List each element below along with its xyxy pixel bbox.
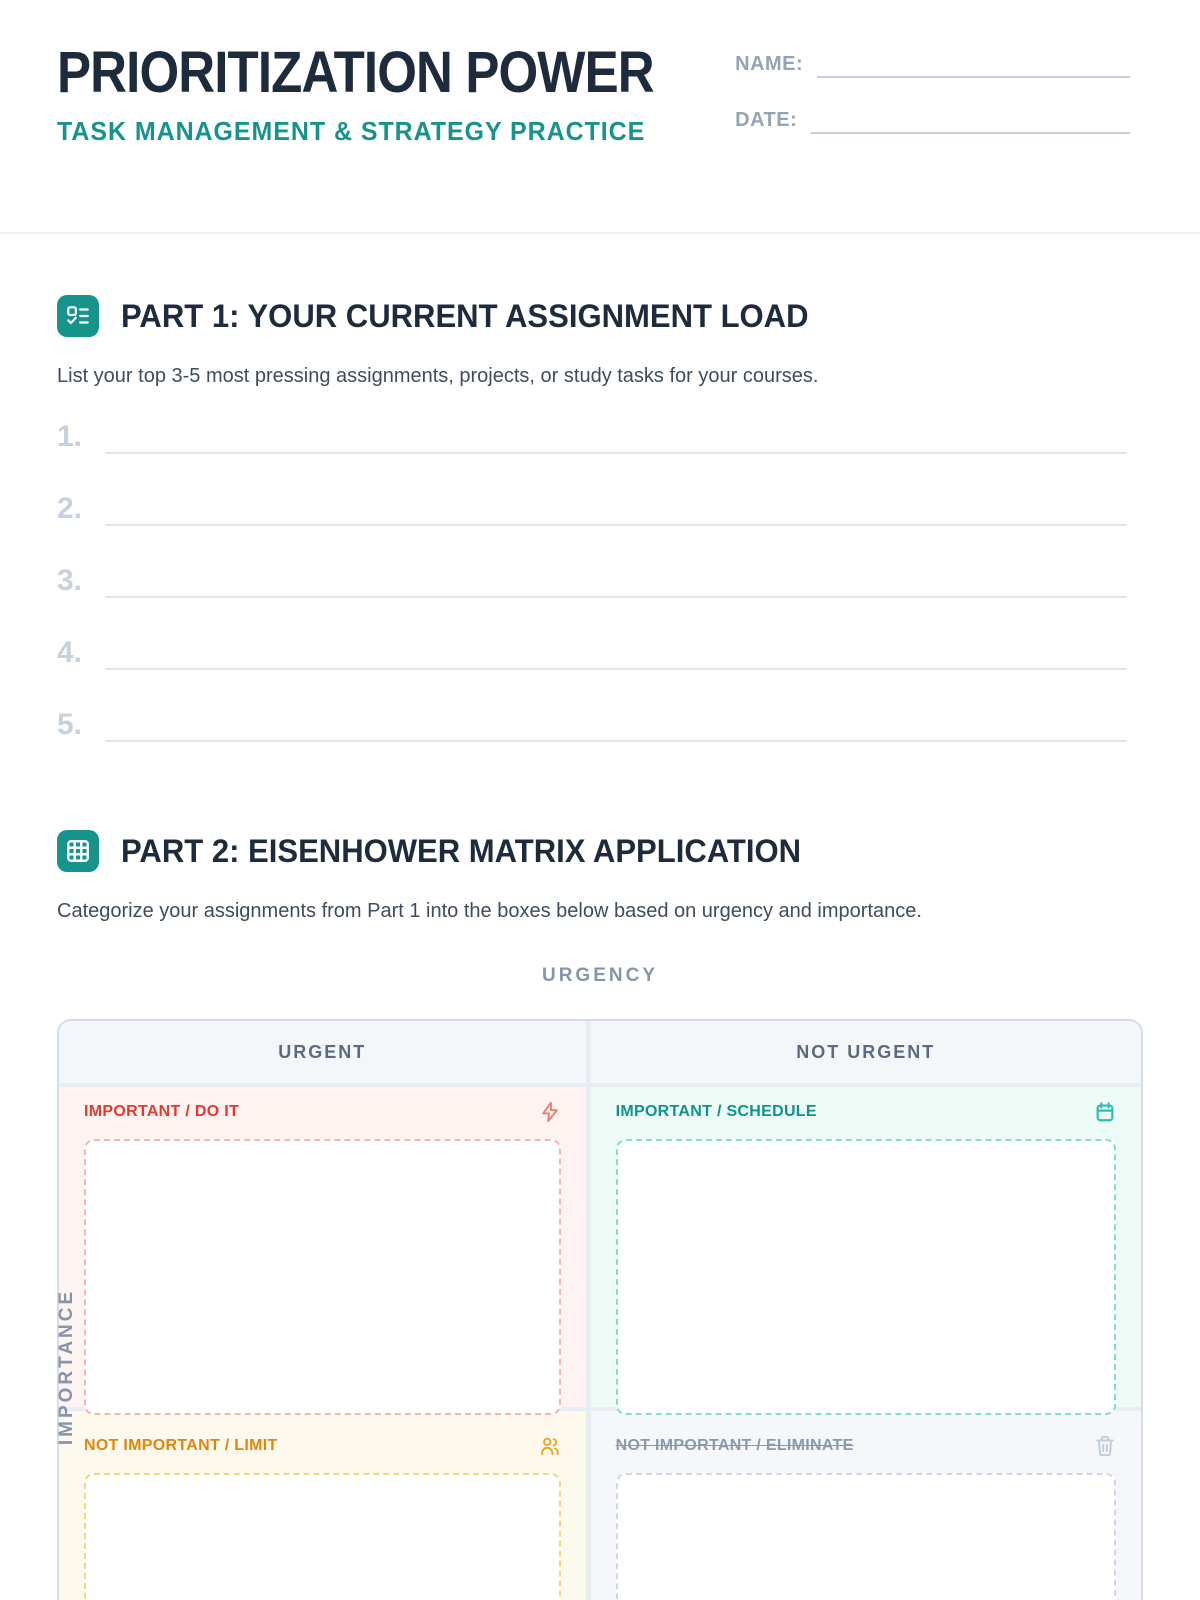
- task-number: 2.: [57, 492, 83, 525]
- quadrant-schedule: [591, 1087, 1141, 1407]
- task-input-line[interactable]: [105, 708, 1127, 742]
- task-input-line[interactable]: [105, 420, 1127, 454]
- task-input-line[interactable]: [105, 492, 1127, 526]
- quadrant-head: [84, 1101, 561, 1123]
- column-header-urgent: URGENT: [59, 1021, 586, 1083]
- task-item: [57, 636, 1127, 708]
- part2-title: PART 2: EISENHOWER MATRIX APPLICATION: [121, 832, 802, 869]
- date-label: DATE:: [735, 109, 798, 131]
- task-item: [57, 420, 1127, 492]
- task-input-line[interactable]: [105, 564, 1127, 598]
- trash-icon: [1094, 1435, 1116, 1457]
- name-label: NAME:: [735, 53, 804, 75]
- zap-icon: [539, 1101, 561, 1123]
- quadrant-label: NOT IMPORTANT / LIMIT: [84, 1437, 278, 1454]
- quadrant-label: IMPORTANT / SCHEDULE: [615, 1103, 817, 1120]
- quadrant-head: [616, 1435, 1116, 1457]
- quadrant-writein-area[interactable]: [84, 1139, 561, 1415]
- users-icon: [539, 1435, 561, 1457]
- part1-description: List your top 3-5 most pressing assignments, projects, or study tasks for your courses.: [57, 365, 819, 387]
- part2-header: [57, 830, 1143, 872]
- task-number: 3.: [57, 564, 83, 597]
- name-row: [735, 52, 1130, 78]
- task-number: 4.: [57, 636, 83, 669]
- calendar-icon: [1094, 1101, 1116, 1123]
- part2-description: Categorize your assignments from Part 1 into the boxes below based on urgency and importance.: [57, 900, 922, 922]
- quadrant-eliminate: [591, 1411, 1141, 1600]
- urgency-axis-label: URGENCY: [541, 965, 658, 986]
- task-number: 5.: [57, 708, 83, 741]
- eisenhower-matrix: [57, 1019, 1143, 1600]
- name-date-block: [735, 44, 1130, 232]
- page-subtitle: TASK MANAGEMENT & STRATEGY PRACTICE: [57, 116, 646, 146]
- quadrant-writein-area[interactable]: [616, 1473, 1116, 1600]
- task-item: [57, 492, 1127, 564]
- grid-icon: [57, 830, 99, 872]
- task-item: [57, 708, 1127, 780]
- quadrant-head: [84, 1435, 561, 1457]
- quadrant-writein-area[interactable]: [84, 1473, 561, 1600]
- page-title: PRIORITIZATION POWER: [57, 40, 654, 105]
- part1-title: PART 1: YOUR CURRENT ASSIGNMENT LOAD: [121, 297, 809, 334]
- date-input-line[interactable]: [811, 108, 1130, 134]
- task-list: [57, 420, 1143, 780]
- date-row: [735, 108, 1130, 134]
- column-header-not-urgent: NOT URGENT: [591, 1021, 1141, 1083]
- checklist-icon: [57, 295, 99, 337]
- name-input-line[interactable]: [817, 52, 1130, 78]
- quadrant-label: NOT IMPORTANT / ELIMINATE: [615, 1437, 854, 1454]
- title-block: [57, 40, 735, 232]
- quadrant-writein-area[interactable]: [616, 1139, 1116, 1415]
- quadrant-label: IMPORTANT / DO IT: [84, 1103, 240, 1120]
- content: [0, 295, 1200, 1600]
- quadrant-limit: [59, 1411, 586, 1600]
- quadrant-do-it: [59, 1087, 586, 1407]
- importance-axis-label: IMPORTANCE: [56, 1288, 77, 1446]
- page-header: [0, 0, 1200, 234]
- quadrant-head: [616, 1101, 1116, 1123]
- task-input-line[interactable]: [105, 636, 1127, 670]
- part1-header: [57, 295, 1143, 337]
- task-number: 1.: [57, 420, 83, 453]
- task-item: [57, 564, 1127, 636]
